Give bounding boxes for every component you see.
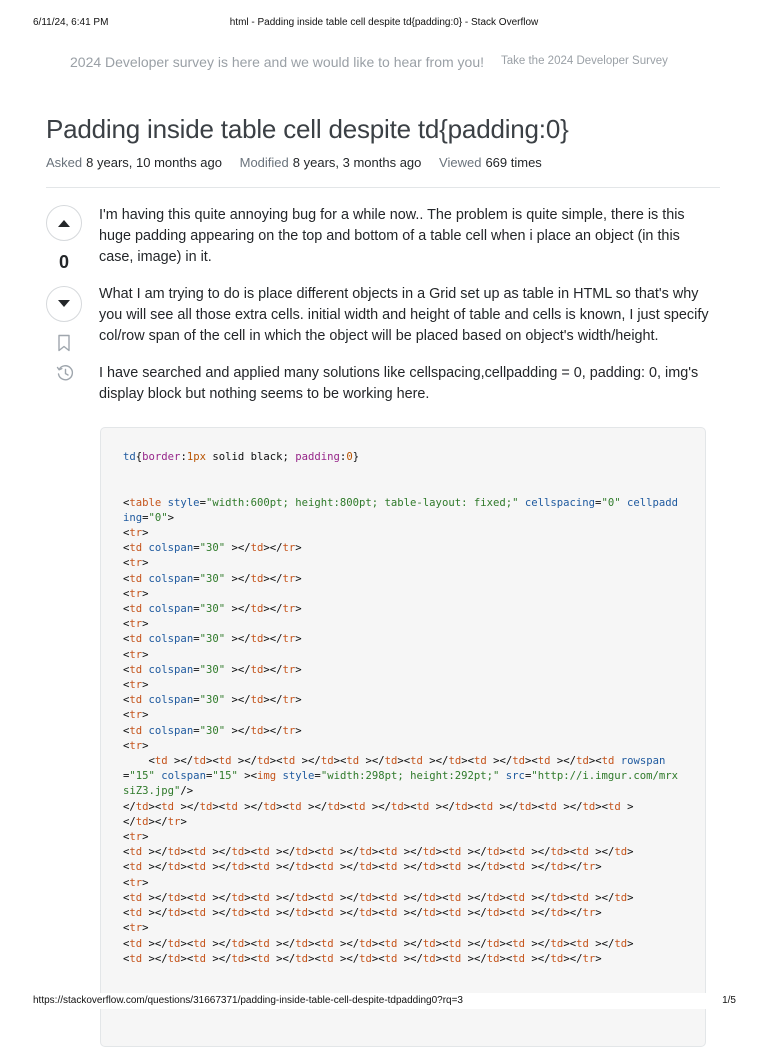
arrow-down-icon <box>57 300 71 308</box>
survey-banner-link[interactable]: Take the 2024 Developer Survey <box>501 55 668 67</box>
vote-count: 0 <box>58 252 69 272</box>
history-button[interactable] <box>56 364 74 387</box>
modified-label: Modified <box>239 155 289 170</box>
body-paragraph: What I am trying to do is place different objects in a Grid set up as table in HTML so that's why you will see all those extra cells. initial width and height of table and cells is known, I just specify col/row span of the cell in which the object will be placed based on object's width/height. <box>99 286 709 344</box>
survey-banner <box>0 54 768 74</box>
viewed-label: Viewed <box>439 155 482 170</box>
body-paragraph: I'm having this quite annoying bug for a while now.. The problem is quite simple, there is this huge padding appearing on the top and bottom of a table cell when i place an object (in this case, image) in it. <box>99 207 685 265</box>
bookmark-icon <box>57 334 71 352</box>
print-footer <box>0 993 768 1009</box>
body-paragraph: I have searched and applied many solutions like cellspacing,cellpadding = 0, padding: 0, img's display block but nothing seems to be working here. <box>99 365 699 402</box>
question-title[interactable]: Padding inside table cell despite td{padding:0} <box>46 114 569 144</box>
arrow-up-icon <box>57 219 71 227</box>
code-block[interactable] <box>100 427 706 1047</box>
survey-banner-message: 2024 Developer survey is here and we would like to hear from you! <box>70 54 484 70</box>
print-header <box>0 13 768 29</box>
bookmark-button[interactable] <box>57 334 71 357</box>
asked-value[interactable]: 8 years, 10 months ago <box>86 155 222 170</box>
question-meta <box>46 155 556 170</box>
upvote-button[interactable] <box>46 205 82 241</box>
print-document-title: html - Padding inside table cell despite td{padding:0} - Stack Overflow <box>229 17 539 28</box>
asked-label: Asked <box>46 155 83 170</box>
print-url: https://stackoverflow.com/questions/31667371/padding-inside-table-cell-despite-tdpadding0?rq=3 <box>33 995 463 1006</box>
print-page-number: 1/5 <box>722 995 736 1006</box>
modified-value[interactable]: 8 years, 3 months ago <box>292 155 422 170</box>
downvote-button[interactable] <box>46 286 82 322</box>
question-body <box>99 205 711 421</box>
title-divider <box>46 187 720 188</box>
history-icon <box>56 364 74 382</box>
print-datetime: 6/11/24, 6:41 PM <box>33 17 109 28</box>
viewed-value: 669 times <box>485 155 542 170</box>
code-content: td{border:1px solid black; padding:0} <table style="width:600pt; height:800pt; table-layout: fixed;" cellspacing="0" cellpadding="0"> <tr> <td colspan="30" ></td></tr> <tr> <td colspan="30" ></td></tr> <tr> <td colspan="30" ></td></tr> <tr> <td colspan="30" ></td></tr> <tr> <td colspan="30" ></td></tr> <tr> <td colspan="30" ></td></tr> <tr> <td colspan="30" ></td></tr> <tr> <td ></td><td ></td><td ></td><td ></td><td ></td><td ></td><td ></td><td rowspan="15" colspan="15" ><img style="width:298pt; height:292pt;" src="http://i.imgur.com/mrxsiZ3.jpg"/> </td><td ></td><td ></td><td ></td><td ></td><td ></td><td ></td><td ></td><td > </td></tr> <tr> <td ></td><td ></td><td ></td><td ></td><td ></td><td ></td><td ></td><td ></td> <td ></td><td ></td><td ></td><td ></td><td ></td><td ></td><td ></td></tr> <tr> <td ></td><td ></td><td ></td><td ></td><td ></td><td ></td><td ></td><td ></td> <td ></td><td ></td><td ></td><td ></td><td ></td><td ></td><td ></td></tr> <tr> <td ></td><td ></td><td ></td><td ></td><td ></td><td ></td><td ></td><td ></td> <td ></td><td ></td><td ></td><td ></td><td ></td><td ></td><td ></td></tr> <box>123 451 679 965</box>
